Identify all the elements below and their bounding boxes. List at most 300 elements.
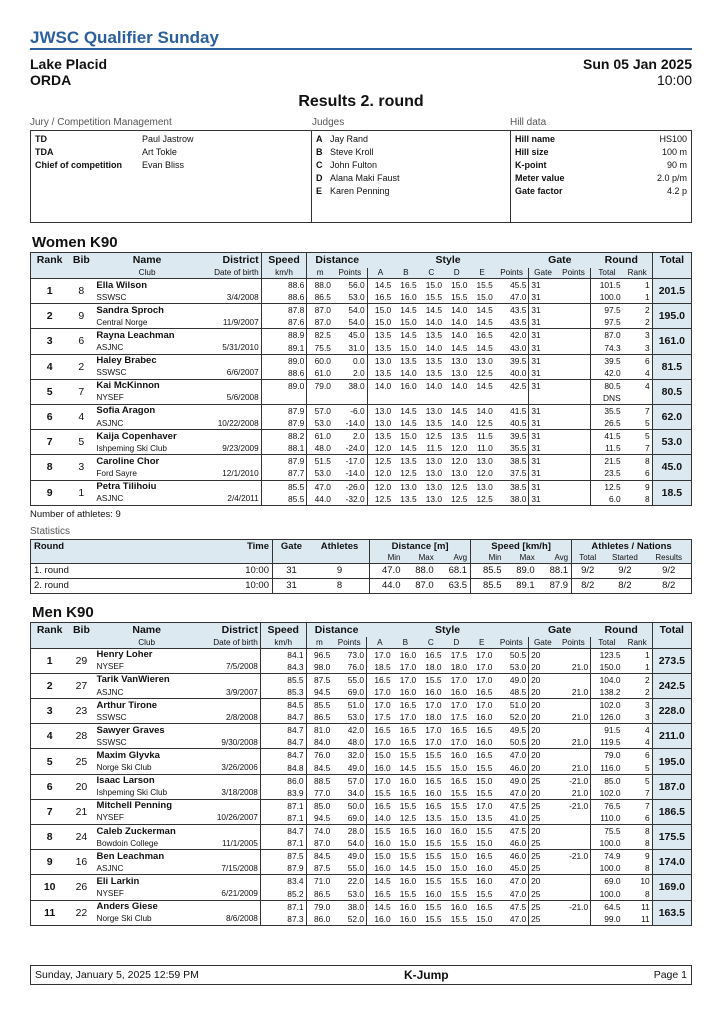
jump-judge-a: 16.5 xyxy=(367,724,393,737)
jump-judge-e: 15.5 xyxy=(476,762,493,773)
stat-gate: 31 xyxy=(273,563,310,578)
stat-dist-avg: 63.5 xyxy=(437,578,471,593)
jump-round-total: 100.0 xyxy=(591,837,623,850)
athlete-total: 273.5 xyxy=(652,648,691,673)
jump-judge-b: 16.5 xyxy=(393,279,418,292)
jump-round-rank: 3 xyxy=(645,342,650,353)
round-title: Results 2. round xyxy=(298,93,424,110)
subheader-points: Points xyxy=(332,637,366,648)
jump-judge-c: 13.0 xyxy=(419,480,444,493)
jump-round-rank: 4 xyxy=(623,379,653,392)
athlete-district xyxy=(199,825,261,838)
jump-judge-b: 16.0 xyxy=(393,379,418,392)
jump-round-rank: 5 xyxy=(623,774,653,787)
jump-judge-c: 15.5 xyxy=(418,850,443,863)
jump-judge-a: 12.0 xyxy=(367,480,393,493)
jump-gate-points xyxy=(557,442,591,455)
judge-value: John Fulton xyxy=(330,160,378,170)
jump-style-points: 47.5 xyxy=(494,825,528,838)
jump-distance-points: 0.0 xyxy=(333,354,367,367)
subheader-empty xyxy=(68,268,94,279)
jump-distance: 85.5 xyxy=(306,699,332,712)
athlete-club: Ishpeming Ski Club xyxy=(96,443,167,453)
jump-judge-e: 16.5 xyxy=(469,749,494,762)
jump-round-rank: 1 xyxy=(623,648,653,661)
header-row xyxy=(31,253,692,268)
athlete-district xyxy=(200,279,261,292)
men-title: Men K90 xyxy=(32,603,94,621)
judge-key: B xyxy=(316,147,323,157)
stat-gate: 31 xyxy=(273,578,310,593)
jump-judge-e: 11.0 xyxy=(477,443,493,454)
athlete-dob: 7/5/2008 xyxy=(225,662,258,672)
hill-key: Hill name xyxy=(515,134,556,144)
hill-value: 2.0 p/m xyxy=(656,173,687,183)
jump-round-total: 97.5 xyxy=(591,304,623,317)
jump-judge-b: 15.0 xyxy=(400,342,417,353)
stat-subheader-empty xyxy=(310,553,370,563)
jump-judge-c: 13.0 xyxy=(419,455,444,468)
jump-distance-points: -26.0 xyxy=(333,480,367,493)
jump-gate: 25 xyxy=(529,837,557,850)
jump-round-total: 150.0 xyxy=(591,661,623,674)
athlete-row xyxy=(31,316,692,329)
jump-judge-a: 17.0 xyxy=(367,686,393,699)
jump-gate-points xyxy=(557,304,591,317)
jump-speed: 87.6 xyxy=(261,316,307,329)
jump-judge-a: 14.5 xyxy=(367,900,393,913)
jump-distance-points: 49.0 xyxy=(332,850,366,863)
stat-dist-max: 87.0 xyxy=(403,578,436,593)
hill-value: 4.2 p xyxy=(666,186,687,196)
jump-judge-d: 15.5 xyxy=(450,888,468,899)
athlete-row xyxy=(31,799,692,812)
jump-gate: 25 xyxy=(529,812,557,825)
jump-round-rank: 1 xyxy=(623,279,653,292)
jump-judge-a: 15.0 xyxy=(367,304,393,317)
athlete-total: 80.5 xyxy=(652,379,691,404)
jump-judge-b: 17.0 xyxy=(393,673,418,686)
jump-judge-b: 16.5 xyxy=(399,787,417,798)
jump-distance-points: 53.0 xyxy=(347,888,365,899)
athlete-dob: 8/6/2008 xyxy=(225,914,258,924)
jump-gate-points xyxy=(557,291,591,304)
stat-speed-avg: 87.9 xyxy=(538,578,572,593)
athlete-row xyxy=(31,367,692,380)
subheader-e: E xyxy=(469,637,494,648)
jump-gate: 31 xyxy=(529,367,557,380)
jump-distance: 87.0 xyxy=(307,304,333,317)
jump-distance: 57.0 xyxy=(307,404,333,417)
subheader-total_s: Total xyxy=(591,637,623,648)
athlete-row xyxy=(31,430,692,443)
column-header-bib: Bib xyxy=(68,622,94,637)
jump-judge-e: 15.0 xyxy=(476,292,493,303)
athlete-club: SSWSC xyxy=(96,368,127,378)
jump-round-rank: 2 xyxy=(623,673,653,686)
jump-distance-points: 31.0 xyxy=(348,342,365,353)
jury-section xyxy=(30,116,312,226)
jump-style-points: 47.0 xyxy=(509,888,527,899)
jump-judge-b: 14.5 xyxy=(400,443,417,454)
jump-judge-b: 13.0 xyxy=(393,480,418,493)
jury-value: Evan Bliss xyxy=(142,160,185,170)
stat-header-nations: Athletes / Nations xyxy=(572,539,692,553)
jump-distance-points: 73.0 xyxy=(332,648,366,661)
jump-judge-d: 16.0 xyxy=(444,825,469,838)
jump-judge-d: 16.5 xyxy=(444,774,469,787)
jump-style-points: 46.0 xyxy=(494,850,528,863)
jump-style-points: 48.5 xyxy=(509,687,527,698)
stat-row xyxy=(31,563,692,578)
athlete-name: Sandra Sproch xyxy=(94,304,199,317)
athlete-rank: 9 xyxy=(31,850,69,875)
jump-distance: 86.5 xyxy=(307,291,333,304)
jump-judge-c: 13.5 xyxy=(425,812,442,823)
jump-judge-b: 15.0 xyxy=(399,838,417,849)
jump-round-total: 42.0 xyxy=(591,367,623,380)
jump-judge-a: 17.0 xyxy=(367,774,393,787)
athlete-total: 186.5 xyxy=(652,799,691,824)
athlete-row xyxy=(31,480,692,493)
jump-judge-a: 13.5 xyxy=(367,430,393,443)
jump-style-points: 41.0 xyxy=(509,812,527,823)
jump-round-rank: 5 xyxy=(645,418,650,429)
stat-subheader-empty xyxy=(273,553,310,563)
jump-judge-c: 12.5 xyxy=(419,430,444,443)
jump-judge-a: 16.5 xyxy=(367,291,393,304)
jury-row xyxy=(35,146,307,159)
jump-gate-points: 21.0 xyxy=(571,712,589,723)
athlete-district xyxy=(200,455,261,468)
jump-judge-c: 18.0 xyxy=(425,712,442,723)
jump-gate-points xyxy=(557,825,591,838)
jump-judge-e: 17.0 xyxy=(469,673,494,686)
jump-judge-e: 16.5 xyxy=(476,687,493,698)
jump-judge-c: 13.5 xyxy=(419,354,444,367)
athlete-bib: 9 xyxy=(68,304,94,329)
hill-section xyxy=(510,116,692,226)
athlete-name: Caleb Zuckerman xyxy=(95,825,199,838)
jump-judge-e: 15.5 xyxy=(476,787,493,798)
jump-judge-a: 17.0 xyxy=(367,648,393,661)
athlete-row xyxy=(31,404,692,417)
jump-judge-b: 16.0 xyxy=(400,292,417,303)
jump-distance-points: 50.0 xyxy=(332,799,366,812)
stat-time: 10:00 xyxy=(241,578,273,593)
jump-distance-points: 2.0 xyxy=(353,367,365,378)
jump-judge-c: 14.0 xyxy=(425,317,442,328)
jump-round-rank: 3 xyxy=(623,699,653,712)
jump-judge-e: 12.0 xyxy=(476,468,493,479)
jump-judge-e: 15.0 xyxy=(476,838,493,849)
judges-caption: Judges xyxy=(312,117,345,128)
jump-judge-b: 13.5 xyxy=(400,493,417,504)
athlete-district xyxy=(200,329,261,342)
table-header xyxy=(31,622,692,648)
athlete-row xyxy=(31,749,692,762)
jump-judge-c: 17.0 xyxy=(418,699,443,712)
jump-speed: 87.9 xyxy=(261,417,307,430)
judge-row xyxy=(316,133,506,146)
page-footer xyxy=(30,965,692,985)
hill-key: K-point xyxy=(515,160,547,170)
women-title: Women K90 xyxy=(32,234,118,251)
judge-key: C xyxy=(316,160,323,170)
jump-round-rank: 4 xyxy=(645,367,650,378)
jump-distance: 94.5 xyxy=(306,686,332,699)
stat-body xyxy=(31,563,692,593)
subheader-row xyxy=(31,637,692,648)
jump-round-total: 104.0 xyxy=(591,673,623,686)
column-header-speed: Speed xyxy=(260,622,306,637)
jump-style-points: 41.5 xyxy=(495,404,529,417)
jump-speed: 84.8 xyxy=(260,762,306,775)
athlete-dob: 11/9/2007 xyxy=(222,317,259,327)
athlete-rank: 4 xyxy=(31,724,69,749)
jump-style-points: 49.0 xyxy=(494,673,528,686)
jump-judge-b: 12.5 xyxy=(399,812,417,823)
jump-gate-points xyxy=(557,837,591,850)
column-header-gate: Gate xyxy=(529,622,591,637)
jump-round-total: 35.5 xyxy=(591,404,623,417)
jump-judge-b: 16.5 xyxy=(393,699,418,712)
judges-section xyxy=(312,116,510,226)
jump-gate-points xyxy=(557,404,591,417)
jump-judge-d: 13.0 xyxy=(451,367,468,378)
jump-distance-points: -24.0 xyxy=(345,443,365,454)
hill-row xyxy=(515,159,687,172)
jump-speed: 84.7 xyxy=(260,724,306,737)
stat-dist-min: 47.0 xyxy=(370,563,404,578)
stat-time: 10:00 xyxy=(241,563,273,578)
athlete-row xyxy=(31,762,692,775)
hill-row xyxy=(515,172,687,185)
jump-judge-d: 17.0 xyxy=(444,673,469,686)
athlete-row xyxy=(31,862,692,875)
athlete-name: Sofia Aragon xyxy=(94,404,199,417)
jump-judge-d: 15.0 xyxy=(444,850,469,863)
jump-judge-e: 16.0 xyxy=(476,712,493,723)
jump-round-rank: 7 xyxy=(645,443,650,454)
jump-gate-points xyxy=(557,379,591,392)
athlete-row xyxy=(31,787,692,800)
jump-distance-points: 54.0 xyxy=(333,304,367,317)
athlete-club: ASJNC xyxy=(96,687,124,697)
jury-list xyxy=(30,130,312,223)
jump-judge-c: 13.5 xyxy=(425,367,442,378)
header-row-2 xyxy=(30,72,692,88)
subheader-b: B xyxy=(393,637,418,648)
jump-style-points xyxy=(495,392,529,405)
stat-speed-max: 89.1 xyxy=(504,578,537,593)
jump-gate: 31 xyxy=(529,379,557,392)
athlete-bib: 22 xyxy=(68,900,94,925)
jump-round-total: 23.5 xyxy=(591,467,623,480)
subheader-d: D xyxy=(444,268,469,279)
jump-speed: 83.9 xyxy=(260,787,306,800)
jump-round-rank: 8 xyxy=(623,455,653,468)
jump-judge-e xyxy=(469,392,494,405)
jump-speed: 87.1 xyxy=(260,900,306,913)
stat-header-round: Round xyxy=(31,539,241,553)
jump-style-points: 47.5 xyxy=(494,799,528,812)
jump-distance-points: -17.0 xyxy=(333,455,367,468)
athlete-rank: 8 xyxy=(31,455,69,480)
jump-judge-a: 12.5 xyxy=(367,455,393,468)
jump-gate-points xyxy=(557,493,591,506)
athlete-district xyxy=(199,699,261,712)
jump-judge-b: 15.0 xyxy=(393,430,418,443)
jump-round-total: 123.5 xyxy=(591,648,623,661)
stat-started: 9/2 xyxy=(603,563,646,578)
athlete-dob: 5/6/2008 xyxy=(226,393,259,403)
athlete-rank: 8 xyxy=(31,825,69,850)
athlete-bib: 8 xyxy=(68,279,94,304)
athlete-rank: 7 xyxy=(31,430,69,455)
athlete-club: NYSEF xyxy=(96,889,124,899)
stat-results: 9/2 xyxy=(646,563,691,578)
stat-header-athletes: Athletes xyxy=(310,539,370,553)
athlete-row xyxy=(31,467,692,480)
jump-round-total: 39.5 xyxy=(591,354,623,367)
column-header-round: Round xyxy=(591,253,652,268)
jump-judge-d: 15.5 xyxy=(444,799,469,812)
jump-judge-c: 16.5 xyxy=(418,774,443,787)
jump-judge-d: 14.0 xyxy=(444,304,469,317)
jump-round-total: 41.5 xyxy=(591,430,623,443)
jump-judge-c: 13.0 xyxy=(425,493,442,504)
subheader-empty xyxy=(31,637,69,648)
jump-judge-b: 16.0 xyxy=(393,774,418,787)
subheader-a: A xyxy=(367,637,393,648)
athlete-dob: 3/26/2006 xyxy=(221,763,258,773)
stat-header-speed: Speed [km/h] xyxy=(471,539,572,553)
jump-speed: 88.9 xyxy=(261,329,307,342)
athlete-total: 211.0 xyxy=(652,724,691,749)
subheader-e: E xyxy=(469,268,494,279)
jump-distance-points: 55.0 xyxy=(332,673,366,686)
stat-subheader-row xyxy=(31,553,692,563)
jump-judge-b: 15.5 xyxy=(393,850,418,863)
athlete-district xyxy=(199,648,261,661)
athlete-club: Norge Ski Club xyxy=(96,914,152,924)
jump-judge-c: 16.5 xyxy=(418,648,443,661)
subheader-points: Points xyxy=(495,268,529,279)
stat-total: 8/2 xyxy=(572,578,604,593)
hill-row xyxy=(515,146,687,159)
jump-judge-d: 12.0 xyxy=(451,443,468,454)
subheader-c: C xyxy=(419,268,444,279)
judge-value: Steve Kroll xyxy=(330,147,374,157)
jump-judge-a: 14.0 xyxy=(367,812,393,825)
jump-judge-d: 14.0 xyxy=(451,317,468,328)
athlete-district xyxy=(199,850,261,863)
jump-style-points: 38.5 xyxy=(495,455,529,468)
jump-speed: 84.7 xyxy=(260,749,306,762)
jury-key: Chief of competition xyxy=(35,160,122,170)
jump-round-rank: 5 xyxy=(623,430,653,443)
athlete-row xyxy=(31,661,692,674)
jump-distance: 61.0 xyxy=(307,367,333,380)
jump-speed: 87.9 xyxy=(260,862,306,875)
jump-distance: 79.0 xyxy=(306,900,332,913)
athlete-row xyxy=(31,493,692,506)
athlete-dob: 11/1/2005 xyxy=(222,838,258,848)
jump-gate: 31 xyxy=(529,493,557,506)
results-page xyxy=(30,28,692,926)
jump-gate: 20 xyxy=(529,736,557,749)
athlete-row xyxy=(31,648,692,661)
athlete-row xyxy=(31,837,692,850)
jump-round-rank: 1 xyxy=(645,661,650,672)
jump-gate: 31 xyxy=(529,329,557,342)
jump-judge-a: 14.5 xyxy=(367,875,393,888)
jump-distance-points: 42.0 xyxy=(332,724,366,737)
athlete-rank: 4 xyxy=(31,354,69,379)
jump-judge-e: 14.0 xyxy=(469,404,494,417)
athlete-rank: 3 xyxy=(31,329,69,354)
jump-distance: 86.5 xyxy=(306,711,332,724)
jump-distance-points: 34.0 xyxy=(347,787,365,798)
athlete-district xyxy=(199,875,261,888)
jump-judge-b: 16.0 xyxy=(393,875,418,888)
column-header-name: Name xyxy=(95,622,199,637)
athlete-bib: 16 xyxy=(68,850,94,875)
jump-judge-a: 13.0 xyxy=(367,417,393,430)
athlete-name: Ben Leachman xyxy=(95,850,199,863)
athlete-name: Mitchell Penning xyxy=(95,799,199,812)
jump-judge-c: 13.0 xyxy=(419,404,444,417)
jump-round-total: 11.5 xyxy=(591,442,623,455)
jump-judge-d: 14.5 xyxy=(444,404,469,417)
jump-distance: 87.0 xyxy=(307,316,333,329)
jump-round-total: 26.5 xyxy=(591,417,623,430)
athlete-bib: 4 xyxy=(68,404,94,429)
jump-speed: 88.6 xyxy=(261,291,307,304)
jump-speed: 88.6 xyxy=(261,279,307,292)
jump-distance: 98.0 xyxy=(306,661,332,674)
athlete-total: 45.0 xyxy=(652,455,691,480)
jump-round-rank: 7 xyxy=(645,787,650,798)
jump-gate: 20 xyxy=(529,825,557,838)
column-header-bib: Bib xyxy=(68,253,94,268)
stat-subheader-max: Max xyxy=(403,553,436,563)
jump-gate: 31 xyxy=(529,304,557,317)
jump-judge-b: 14.5 xyxy=(399,762,417,773)
jump-judge-e: 15.5 xyxy=(469,825,494,838)
officials-box xyxy=(30,116,692,226)
jump-gate-points xyxy=(557,875,591,888)
jump-judge-a: 13.0 xyxy=(367,404,393,417)
jump-style-points: 46.0 xyxy=(509,762,527,773)
athlete-club: ASJNC xyxy=(96,418,124,428)
organizer: ORDA xyxy=(30,72,72,88)
statistics-caption: Statistics xyxy=(30,525,71,537)
athlete-name: Ella Wilson xyxy=(94,279,199,292)
footer-software: K-Jump xyxy=(403,968,449,982)
athlete-name: Anders Giese xyxy=(95,900,199,913)
jump-judge-c: 13.0 xyxy=(425,468,442,479)
jury-value: Paul Jastrow xyxy=(142,134,194,144)
subheader-m: m xyxy=(306,637,332,648)
subheader-kmh: km/h xyxy=(261,268,307,279)
jump-judge-d: 16.5 xyxy=(444,724,469,737)
table-body xyxy=(31,648,692,925)
athlete-rank: 6 xyxy=(31,404,69,429)
jump-gate: 31 xyxy=(529,442,557,455)
jump-speed: 87.9 xyxy=(261,455,307,468)
